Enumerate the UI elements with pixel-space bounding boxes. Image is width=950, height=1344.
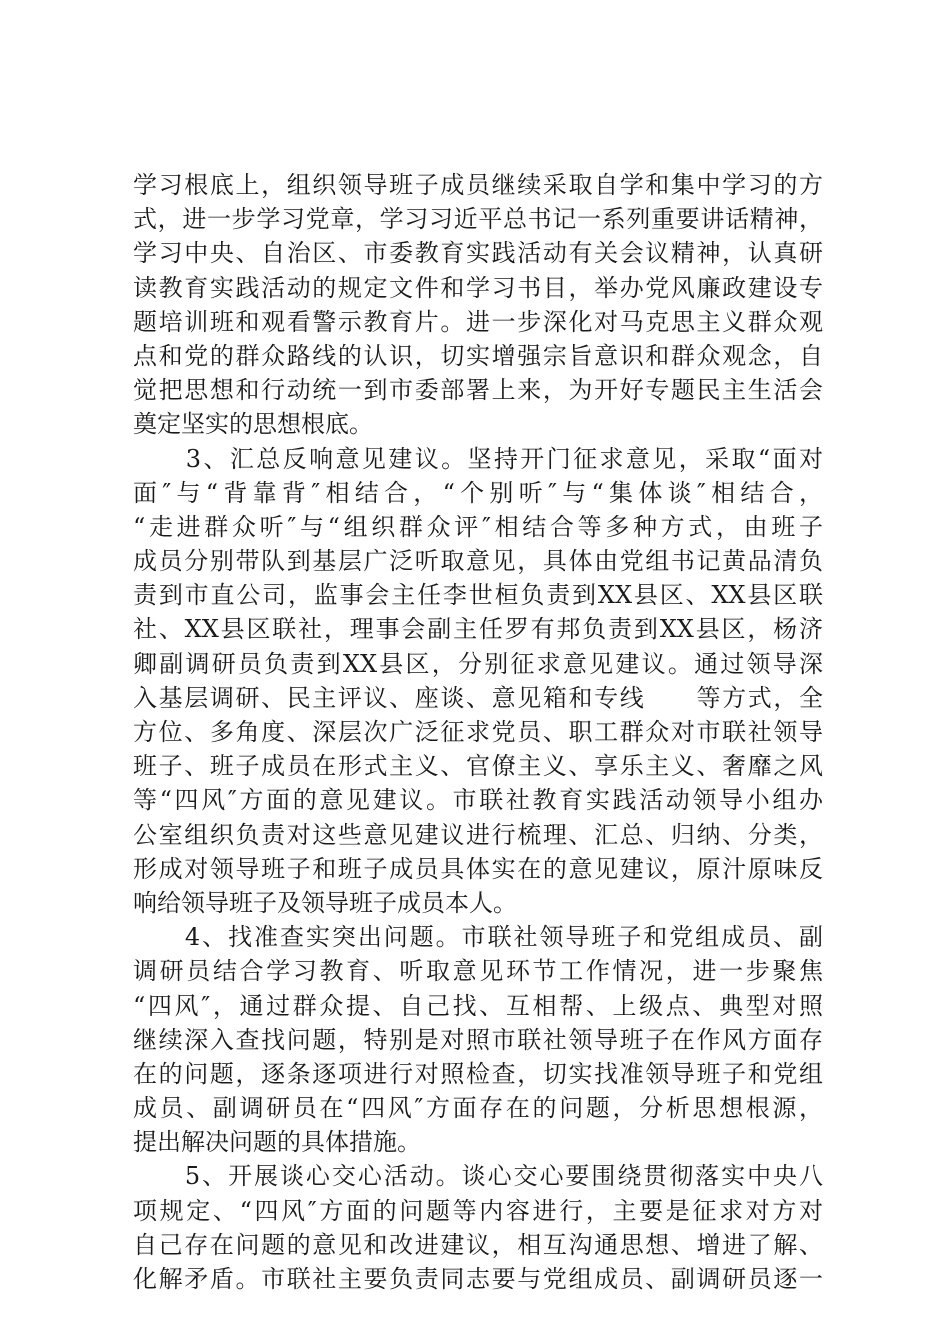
text-line: 在的问题，逐条逐项进行对照检查，切实找准领导班子和党组	[133, 1059, 823, 1088]
text-line: 学习中央、自治区、市委教育实践活动有关会议精神，认真研	[133, 239, 823, 268]
text-line: 成员、副调研员在“四风″方面存在的问题，分析思想根源，	[133, 1094, 823, 1123]
text-line: 形成对领导班子和班子成员具体实在的意见建议，原汁原味反	[133, 854, 823, 883]
text-line: 班子、班子成员在形式主义、官僚主义、享乐主义、奢靡之风	[133, 752, 823, 781]
text-line: 提出解决问题的具体措施。	[133, 1128, 421, 1157]
text-line: 点和党的群众路线的认识，切实增强宗旨意识和群众观念，自	[133, 341, 823, 370]
text-line: 题培训班和观看警示教育片。进一步深化对马克思主义群众观	[133, 307, 823, 336]
text-line: 方位、多角度、深层次广泛征求党员、职工群众对市联社领导	[133, 718, 823, 746]
text-line: 项规定、“四风″方面的问题等内容进行，主要是征求对方对	[133, 1196, 823, 1225]
paragraph-p3	[133, 442, 823, 921]
text-line: 5、开展谈心交心活动。谈心交心要围绕贯彻落实中央八	[133, 1162, 823, 1191]
text-line: 式，进一步学习党章，学习习近平总书记一系列重要讲话精神，	[133, 205, 823, 234]
text-line: 面″与“背靠背″相结合，“个别听″与“集体谈″相结合，	[133, 478, 823, 507]
text-line: “走进群众听″与“组织群众评″相结合等多种方式，由班子	[133, 512, 823, 541]
text-line: 责到市直公司，监事会主任李世桓负责到XX县区、XX县区联	[133, 581, 823, 610]
text-line: 入基层调研、民主评议、座谈、意见箱和专线 等方式，全	[133, 683, 823, 712]
document-body	[133, 168, 823, 1296]
text-line: “四风″，通过群众提、自己找、互相帮、上级点、典型对照	[133, 991, 823, 1020]
text-line: 觉把思想和行动统一到市委部署上来，为开好专题民主生活会	[133, 376, 823, 405]
text-line: 调研员结合学习教育、听取意见环节工作情况，进一步聚焦	[133, 957, 823, 986]
text-line: 卿副调研员负责到XX县区，分别征求意见建议。通过领导深	[133, 649, 823, 678]
paragraph-p4	[133, 920, 823, 1159]
text-line: 自己存在问题的意见和改进建议，相互沟通思想、增进了解、	[133, 1230, 823, 1259]
paragraph-p5	[133, 1159, 823, 1296]
text-line: 学习根底上，组织领导班子成员继续采取自学和集中学习的方	[133, 171, 823, 199]
text-line: 成员分别带队到基层广泛听取意见，具体由党组书记黄品清负	[133, 547, 823, 576]
text-line: 化解矛盾。市联社主要负责同志要与党组成员、副调研员逐一	[133, 1265, 823, 1293]
text-line: 公室组织负责对这些意见建议进行梳理、汇总、归纳、分类，	[133, 820, 823, 849]
text-line: 3、汇总反响意见建议。坚持开门征求意见，采取“面对	[133, 444, 823, 473]
text-line: 社、XX县区联社，理事会副主任罗有邦负责到XX县区，杨济	[133, 615, 823, 644]
text-line: 奠定坚实的思想根底。	[133, 410, 373, 439]
text-line: 读教育实践活动的规定文件和学习书目，举办党风廉政建设专	[133, 273, 823, 302]
text-line: 继续深入查找问题，特别是对照市联社领导班子在作风方面存	[133, 1025, 823, 1054]
text-line: 4、找准查实突出问题。市联社领导班子和党组成员、副	[133, 923, 823, 952]
paragraph-p-continuation	[133, 168, 823, 442]
text-line: 响给领导班子及领导班子成员本人。	[133, 888, 517, 917]
text-line: 等“四风″方面的意见建议。市联社教育实践活动领导小组办	[133, 786, 823, 815]
